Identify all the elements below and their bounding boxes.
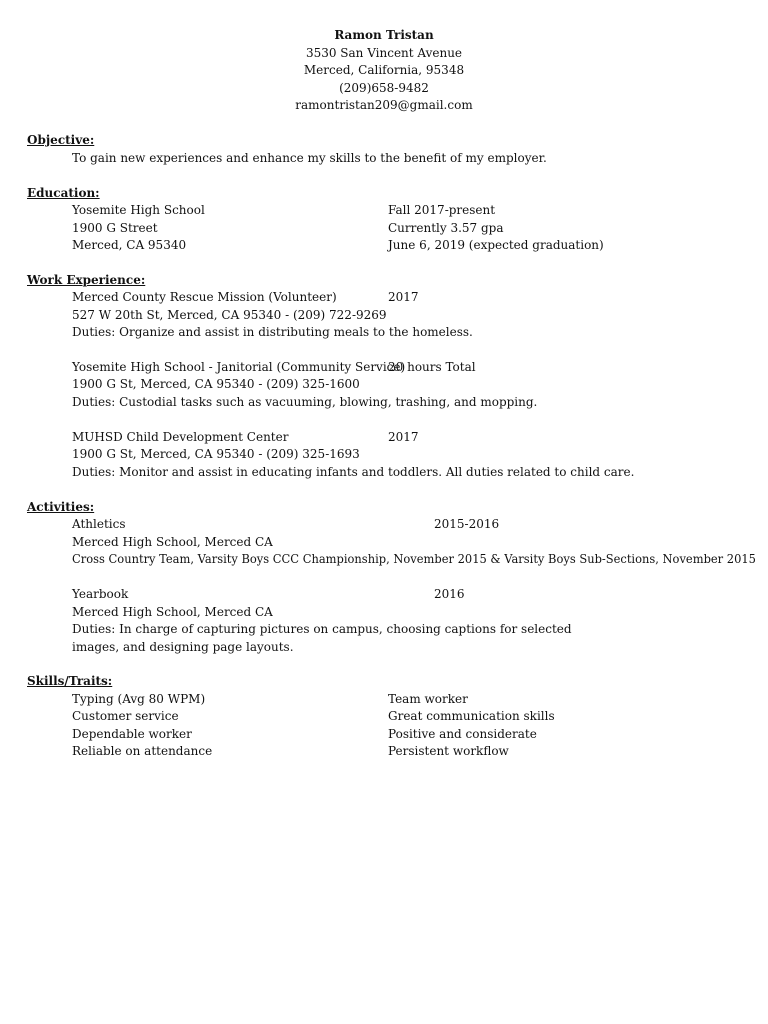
objective-text: To gain new experiences and enhance my skills to the benefit of my employer. [72, 151, 547, 165]
skill-item: Positive and considerate [388, 727, 537, 741]
activity-title: Athletics [72, 517, 126, 531]
education-city: Merced, CA 95340 [72, 238, 187, 252]
activity-place: Merced High School, Merced CA [72, 605, 273, 619]
job-duties: Duties: Custodial tasks such as vacuuming, blowing, trashing, and mopping. [72, 395, 538, 409]
activity-detail: Cross Country Team, Varsity Boys CCC Championship, November 2015 & Varsity Boys Sub-Sections, November 2015 [72, 552, 756, 566]
job-title: MUHSD Child Development Center [72, 430, 289, 444]
education-graduation: June 6, 2019 (expected graduation) [388, 238, 604, 252]
job-date: 2017 [388, 290, 419, 304]
job-address: 1900 G St, Merced, CA 95340 - (209) 325-1693 [72, 447, 360, 461]
email-address: ramontristan209@gmail.com [295, 98, 473, 112]
activity-detail: Duties: In charge of capturing pictures on campus, choosing captions for selected [72, 622, 572, 636]
education-gpa: Currently 3.57 gpa [388, 221, 504, 235]
activity-place: Merced High School, Merced CA [72, 535, 273, 549]
address-city: Merced, California, 95348 [303, 63, 465, 77]
activity-title: Yearbook [72, 587, 129, 601]
job-address: 527 W 20th St, Merced, CA 95340 - (209) 722-9269 [72, 308, 387, 322]
activity-date: 2015-2016 [434, 517, 500, 531]
skill-item: Team worker [388, 692, 468, 706]
job-date: 2017 [388, 430, 419, 444]
skill-item: Dependable worker [72, 727, 192, 741]
skill-item: Reliable on attendance [72, 744, 213, 758]
job-duties: Duties: Monitor and assist in educating infants and toddlers. All duties related to child care. [72, 465, 635, 479]
activity-detail-continued: images, and designing page layouts. [72, 640, 294, 654]
skill-item: Great communication skills [388, 709, 555, 723]
job-address: 1900 G St, Merced, CA 95340 - (209) 325-1600 [72, 377, 360, 391]
work-heading: Work Experience: [27, 273, 146, 287]
job-title: Merced County Rescue Mission (Volunteer) [72, 290, 337, 304]
education-dates: Fall 2017-present [388, 203, 496, 217]
skills-heading: Skills/Traits: [27, 674, 113, 688]
education-school: Yosemite High School [72, 203, 205, 217]
job-title: Yosemite High School - Janitorial (Community Service) [72, 360, 406, 374]
objective-heading: Objective: [27, 133, 95, 147]
skill-item: Typing (Avg 80 WPM) [72, 692, 206, 706]
skill-item: Customer service [72, 709, 179, 723]
skill-item: Persistent workflow [388, 744, 509, 758]
activity-date: 2016 [434, 587, 465, 601]
activities-heading: Activities: [27, 500, 95, 514]
address-street: 3530 San Vincent Avenue [305, 46, 463, 60]
resume-name: Ramon Tristan [334, 28, 434, 42]
phone-number: (209)658-9482 [339, 81, 429, 95]
education-heading: Education: [27, 186, 100, 200]
job-duties: Duties: Organize and assist in distributing meals to the homeless. [72, 325, 473, 339]
education-street: 1900 G Street [72, 221, 158, 235]
job-date: 20 hours Total [388, 360, 476, 374]
